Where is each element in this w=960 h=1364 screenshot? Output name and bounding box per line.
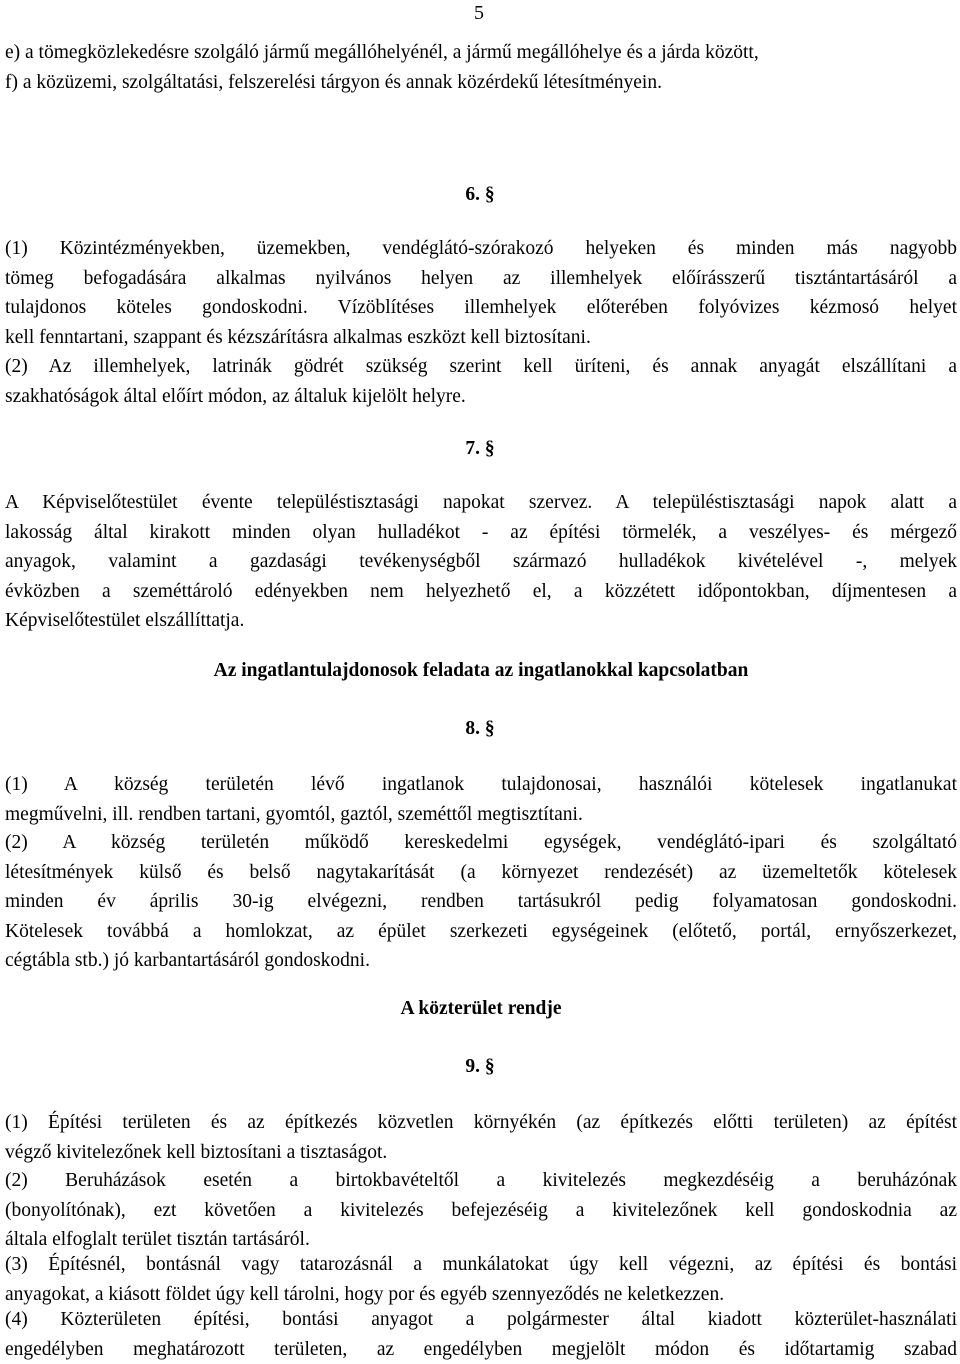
section-9-title: 9. § xyxy=(0,1056,960,1078)
text-line: (bonyolítónak), ezt követően a kivitelezés befejezéséig a kivitelezőnek kell gondoskodnia az xyxy=(5,1196,957,1226)
section-7-title: 7. § xyxy=(0,438,960,460)
section-9-paragraph-3 xyxy=(5,1250,957,1309)
text-line: anyagok, valamint a gazdasági tevékenységből származó hulladékok kivételével -, melyek xyxy=(5,547,957,577)
text-line: megművelni, ill. rendben tartani, gyomtól, gaztól, szeméttől megtisztítani. xyxy=(5,800,957,830)
page-number: 5 xyxy=(474,2,484,25)
text-line: végző kivitelezőnek kell biztosítani a tisztaságot. xyxy=(5,1138,957,1168)
intro-paragraph xyxy=(5,38,957,97)
text-line: Képviselőtestület elszállíttatja. xyxy=(5,606,957,636)
text-line: (2) Az illemhelyek, latrinák gödrét szükség szerint kell üríteni, és annak anyagát elszállítani a xyxy=(5,352,957,382)
text-line: anyagokat, a kiásott földet úgy kell tárolni, hogy por és egyéb szennyeződés ne keletkezzen. xyxy=(5,1280,957,1310)
text-line: A Képviselőtestület évente településtisztasági napokat szervez. A településtisztasági napok alatt a xyxy=(5,488,957,518)
section-8-paragraph-1 xyxy=(5,770,957,829)
section-6-paragraph-1 xyxy=(5,234,957,352)
text-line: tömeg befogadására alkalmas nyilvános helyen az illemhelyek előírásszerű tisztántartásáról a xyxy=(5,264,957,294)
text-line: (2) Beruházások esetén a birtokbavételtől a kivitelezés megkezdéséig a beruházónak xyxy=(5,1166,957,1196)
section-heading-ingatlantulajdonosok: Az ingatlantulajdonosok feladata az ingatlanokkal kapcsolatban xyxy=(0,660,960,682)
text-line: (4) Közterületen építési, bontási anyagot a polgármester által kiadott közterület-használati xyxy=(5,1305,957,1335)
section-9-paragraph-1 xyxy=(5,1108,957,1167)
section-6-title: 6. § xyxy=(0,184,960,206)
text-line: évközben a szeméttároló edényekben nem helyezhető el, a közzétett időpontokban, díjmentesen a xyxy=(5,577,957,607)
text-line: szakhatóságok által előírt módon, az általuk kijelölt helyre. xyxy=(5,382,957,412)
section-heading-kozterulet: A közterület rendje xyxy=(0,998,960,1020)
section-7-paragraph-1 xyxy=(5,488,957,636)
text-line: engedélyben meghatározott területen, az engedélyben megjelölt módon és időtartamig szabad xyxy=(5,1335,957,1364)
section-6-paragraph-2 xyxy=(5,352,957,411)
text-line: létesítmények külső és belső nagytakarítását (a környezet rendezését) az üzemeltetők kötelesek xyxy=(5,858,957,888)
section-8-title: 8. § xyxy=(0,718,960,740)
text-line: (1) A község területén lévő ingatlanok tulajdonosai, használói kötelesek ingatlanukat xyxy=(5,770,957,800)
text-line: kell fenntartani, szappant és kézszárításra alkalmas eszközt kell biztosítani. xyxy=(5,323,957,353)
text-line: tulajdonos köteles gondoskodni. Vízöblítéses illemhelyek előterében folyóvizes kézmosó helyet xyxy=(5,293,957,323)
text-line: (1) Építési területen és az építkezés közvetlen környékén (az építkezés előtti területen) az építést xyxy=(5,1108,957,1138)
section-9-paragraph-2 xyxy=(5,1166,957,1255)
text-line: (2) A község területén működő kereskedelmi egységek, vendéglátó-ipari és szolgáltató xyxy=(5,828,957,858)
text-line: (3) Építésnél, bontásnál vagy tatarozásnál a munkálatokat úgy kell végezni, az építési és bontási xyxy=(5,1250,957,1280)
text-line: (1) Közintézményekben, üzemekben, vendéglátó-szórakozó helyeken és minden más nagyobb xyxy=(5,234,957,264)
text-line: f) a közüzemi, szolgáltatási, felszerelési tárgyon és annak közérdekű létesítményein. xyxy=(5,68,957,98)
text-line: e) a tömegközlekedésre szolgáló jármű megállóhelyénél, a jármű megállóhelye és a járda között, xyxy=(5,38,957,68)
text-line: lakosság által kirakott minden olyan hulladékot - az építési törmelék, a veszélyes- és mérgező xyxy=(5,518,957,548)
section-9-paragraph-4 xyxy=(5,1305,957,1364)
text-line: általa elfoglalt terület tisztán tartásáról. xyxy=(5,1225,957,1255)
text-line: minden év április 30-ig elvégezni, rendben tartásukról pedig folyamatosan gondoskodni. xyxy=(5,887,957,917)
text-line: Kötelesek továbbá a homlokzat, az épület szerkezeti egységeinek (előtető, portál, ernyőszerkezet, xyxy=(5,917,957,947)
text-line: cégtábla stb.) jó karbantartásáról gondoskodni. xyxy=(5,946,957,976)
section-8-paragraph-2 xyxy=(5,828,957,976)
